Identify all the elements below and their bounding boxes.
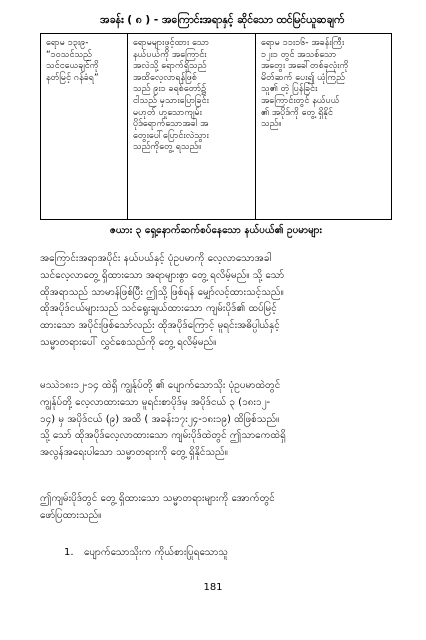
paragraph-line: သင်လေ့လာတွေ့ ရှိထားသော အရာများစွာ တွေ့ ရလိမ့်မည်။ သို့ သော်	[40, 269, 285, 281]
paragraph-line: အလွန်အရေးပါသော သမ္မာတရားကို တွေ့ ရှိနိုင်သည်။	[40, 447, 228, 459]
table-cell-line: သည် ၉း၁ ခရစ်တော်၌	[133, 84, 207, 95]
table-cell-line: ၁၂း၁ တွင် အသစ်သော	[261, 49, 337, 60]
table-cell-line: ရောမ ၁၁း၁၆- အခန်းကြီး	[261, 38, 345, 48]
table-cell-line: နတ်မြင့် ဂန်ခံရ”	[46, 72, 99, 83]
table-cell-reference	[41, 34, 128, 219]
paragraph-line: ထားသော အပိုင်းဖြစ်သော်လည်း ထိုအပိုဒ်ကြောင့် မူရင်းအဓိပ္ပါယ်နှင့်	[40, 320, 280, 332]
table-cell-line: အလဲသို့ ရောက်ရှိသည်	[133, 61, 207, 72]
paragraph-line: ထိုအရာသည် သာမာန်ဖြစ်ပြီး ဤသို့ ဖြစ်ရန် မျှော်လင့်ထားသင့်သည်။	[40, 286, 284, 298]
table-cell-line: အတွေး အခေါ်တစ်ခုလုံးကို	[261, 61, 349, 72]
table-cell-line: ရောမများဖွင့်ထား သော	[133, 38, 210, 48]
table-cell-line: သူ၏ တဲ့ ပြန်ခြင်း	[261, 84, 318, 95]
paragraph-line: ဤကျမ်းပိုဒ်တွင် တွေ့ ရှိထားသော သမ္မာတရားများကို အောက်တွင်	[40, 493, 275, 504]
table-cell-example	[256, 34, 391, 219]
body-paragraph	[40, 491, 392, 525]
table-cell-line: တွေးပေါ်ပြောင်းလဲသွား	[133, 130, 209, 141]
list-item-number: 1.	[64, 547, 74, 558]
table-cell-line: ငါသည် မှသားပြောခြင်း	[133, 95, 209, 106]
table-cell-line: နယ်ပယ်ကို အကြောင်း	[133, 49, 207, 60]
body-paragraph	[40, 378, 392, 462]
table-cell-line: သည်။	[261, 119, 282, 130]
paragraph-line: မဿဲ၁၈း၁၂-၁၄ ထဲရှိ ကျွန်ုပ်တို့ ၏ ပျောက်သောသိုး ပုံဥပမာထဲတွင်	[40, 380, 281, 391]
paragraph-line: ကျွန်ုပ်တို့ လေ့လာထားသော မူရင်းစာပိုဒ်မှ အပိုဒ်ငယ် ၃ (၁၈း၁၂-	[40, 396, 271, 408]
table-caption: ဇယား ၃ ရှေ့နောက်ဆက်စပ်နေသော နယ်ပယ်၏ ဥပမာများ	[109, 225, 323, 236]
paragraph-line: ထိုအပိုဒ်ငယ်များသည် သင်ရွေးချယ်ထားသော ကျမ်းပိုဒ်၏ ထပ်မြင့်	[40, 303, 277, 315]
table-cell-line: ပိုဒ်ရောက်သောအခါ အ	[133, 119, 209, 130]
table-cell-line: ရောမ ၁၃း၉-	[46, 38, 89, 48]
paragraph-line: သမ္မာတရားပေါ် လွှင်စေသည်ကို တွေ့ ရလိမ့်မည်။	[40, 336, 217, 348]
paragraph-line: သို့ သော် ထိုအပိုဒ်လေ့လာထားသော ကျမ်းပိုဒ်ထဲတွင် ဤသာကေထဲရှိ	[40, 430, 286, 442]
examples-table	[40, 33, 392, 220]
table-cell-line: မိတ်ဆက် ပေး၍ ယုံကြည်	[261, 72, 345, 83]
table-cell-line: “၁၀သင်သည်	[46, 49, 92, 60]
paragraph-line: ၁၄) မှ အပိုဒ်ငယ် (၉) အထိ ( အခန်း၁၇း၂၄-၁၈း၁၉) ထိဖြစ်သည်။	[40, 413, 280, 425]
table-cell-line: မဟုတ် ဟူသောကျမ်း	[133, 107, 202, 118]
paragraph-line: အကြောင်းအရာအပိုင်း နယ်ပယ်နှင့် ပုံဥပမာကို လေ့လာသောအခါ	[40, 253, 272, 264]
page-number: 181	[203, 582, 223, 593]
table-cell-line: အကြောင်းတွင် နယ်ပယ်	[261, 95, 340, 106]
list-item-text: ပျောက်သောသိုးက ကိုယ်စားပြုရသောသူ	[84, 547, 228, 558]
table-cell-line: ၏ အပိုဒ်ကို တွေ့ ရှိနိုင်	[261, 107, 333, 118]
page-header: အခန်း ( ၈ ) - အကြောင်းအရာနှင့် ဆိုင်သော ထင်မြင်ယူဆချက်	[100, 14, 345, 26]
body-paragraph	[40, 251, 392, 352]
table-cell-line: အထိလေ့လာရန်ဖြစ်	[133, 72, 197, 83]
table-cell-line: သင်ငယေချင်ကို	[46, 61, 99, 72]
paragraph-line: ဖော်ပြထားသည်။	[40, 509, 102, 521]
list-item	[64, 545, 228, 561]
table-cell-explanation	[128, 34, 256, 219]
table-cell-line: သည်ကိုတွေ့ ရသည်။	[133, 142, 202, 153]
